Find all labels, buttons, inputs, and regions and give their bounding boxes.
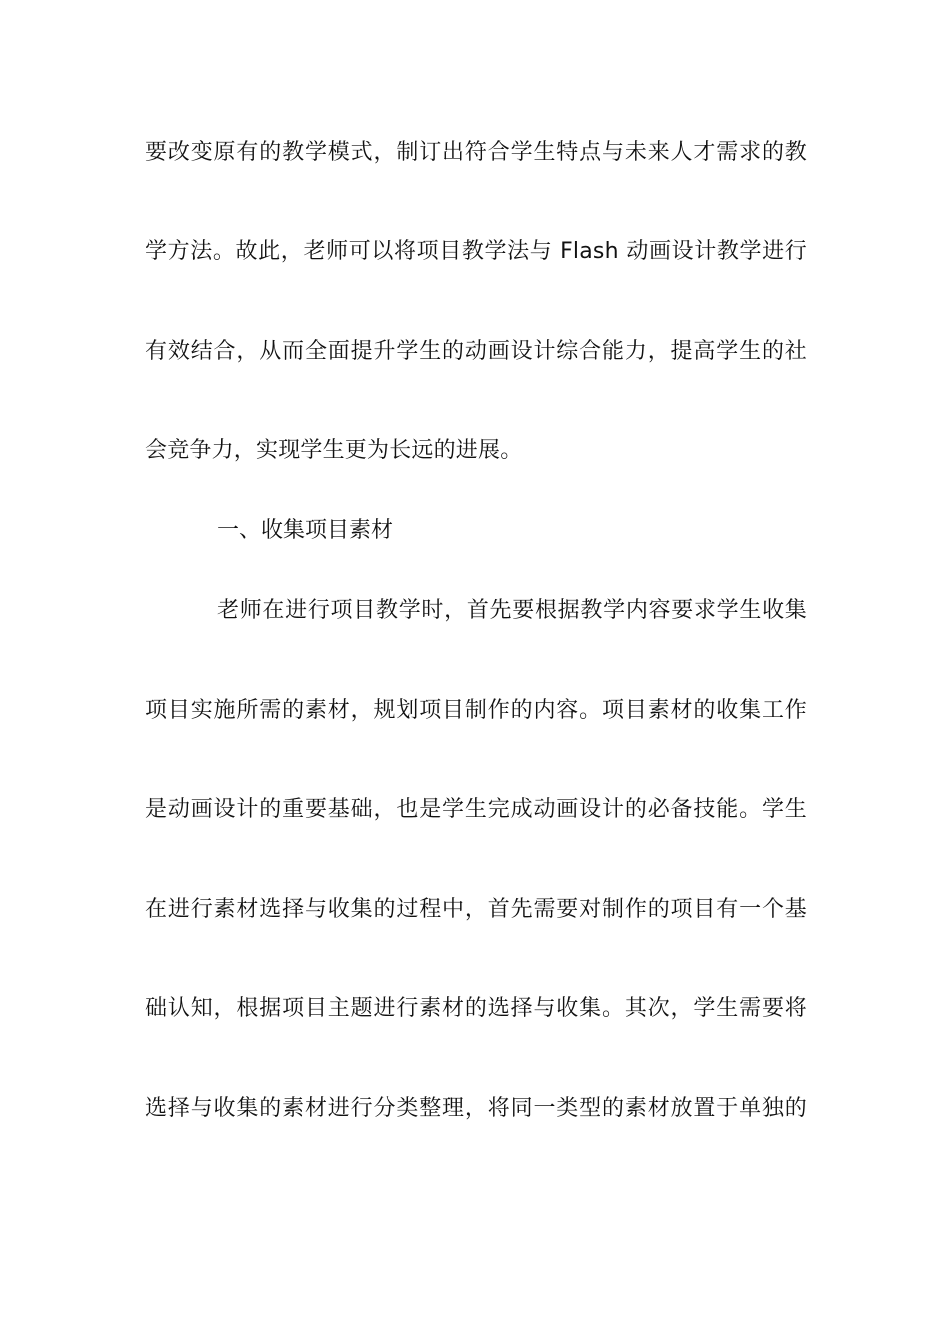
paragraph-1-line-4: 会竞争力，实现学生更为长远的进展。	[145, 438, 523, 463]
paragraph-2-line-1: 老师在进行项目教学时，首先要根据教学内容要求学生收集	[217, 598, 807, 623]
paragraph-2-line-4: 在进行素材选择与收集的过程中，首先需要对制作的项目有一个基	[145, 897, 807, 922]
paragraph-2-line-3: 是动画设计的重要基础，也是学生完成动画设计的必备技能。学生	[145, 797, 807, 822]
paragraph-1-line-3: 有效结合，从而全面提升学生的动画设计综合能力，提高学生的社	[145, 339, 807, 364]
paragraph-2-line-5: 础认知，根据项目主题进行素材的选择与收集。其次，学生需要将	[145, 996, 807, 1021]
paragraph-1-line-2: 学方法。故此，老师可以将项目教学法与 Flash 动画设计教学进行	[145, 239, 807, 264]
paragraph-2-line-2: 项目实施所需的素材，规划项目制作的内容。项目素材的收集工作	[145, 698, 807, 723]
section-heading: 一、收集项目素材	[217, 518, 394, 543]
paragraph-2-line-6: 选择与收集的素材进行分类整理，将同一类型的素材放置于单独的	[145, 1096, 807, 1121]
paragraph-1-line-1: 要改变原有的教学模式，制订出符合学生特点与未来人才需求的教	[145, 140, 807, 165]
